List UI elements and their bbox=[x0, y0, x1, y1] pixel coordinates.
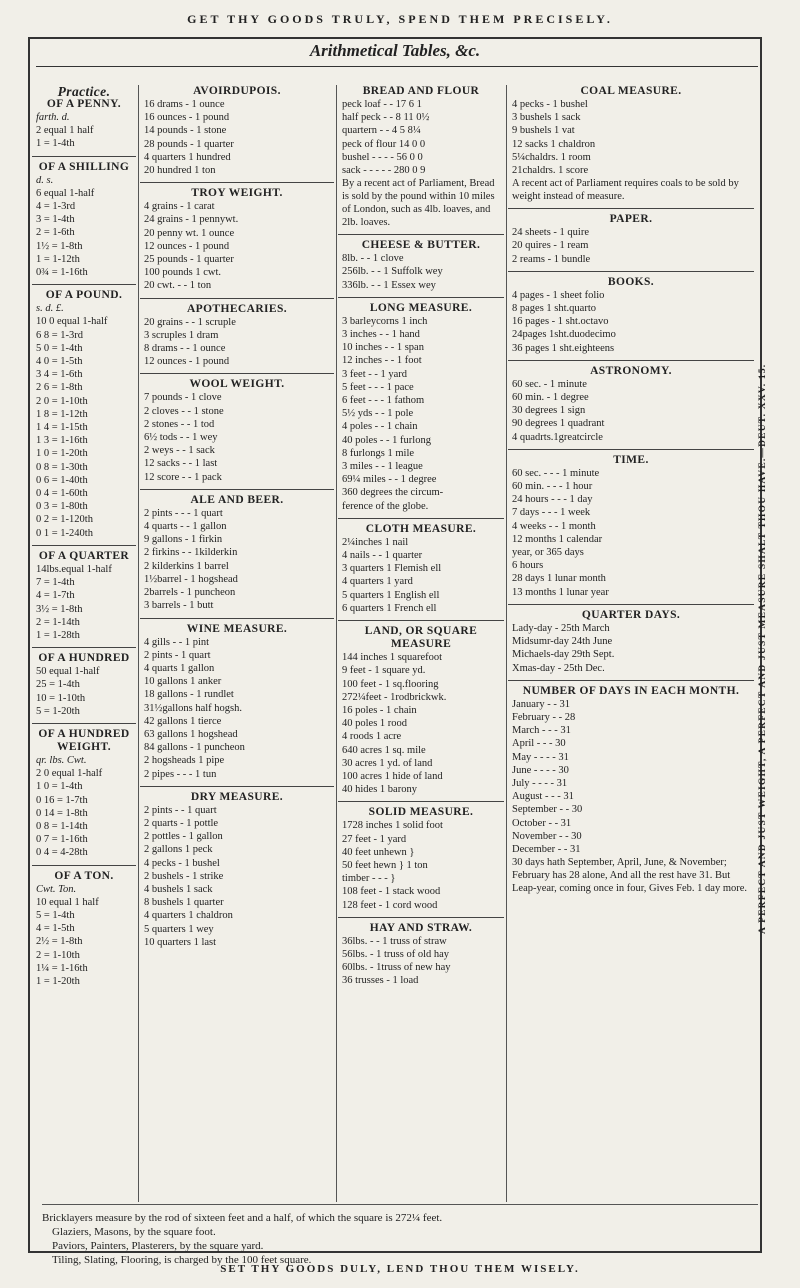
column-units: qr. lbs. Cwt. bbox=[36, 754, 87, 766]
table-row: 31½gallons half hogsh. bbox=[144, 702, 242, 714]
table-row: 60lbs. - 1truss of new hay bbox=[342, 962, 451, 974]
footnote-line: Tiling, Slating, Flooring, is charged by the 100 feet square. bbox=[52, 1254, 312, 1266]
table-row: 10 gallons 1 anker bbox=[144, 676, 222, 688]
table-row: 20 hundred 1 ton bbox=[144, 165, 216, 177]
table-row: 2¼inches 1 nail bbox=[342, 536, 409, 548]
table-row: 3 inches - - 1 hand bbox=[342, 329, 420, 341]
table-row: 2 0 = 1-10th bbox=[36, 395, 88, 407]
table-row: 13 months 1 lunar year bbox=[512, 586, 609, 598]
table-row: 4 quadrts.1greatcircle bbox=[512, 431, 603, 443]
table-row: 8lb. - - 1 clove bbox=[342, 253, 404, 265]
table-row: 4 quarters 1 hundred bbox=[144, 151, 231, 163]
section-heading: NUMBER OF DAYS IN EACH MONTH. bbox=[522, 684, 740, 697]
footnote-line: Bricklayers measure by the rod of sixteen feet and a half, of which the square is 272¼ feet. bbox=[42, 1212, 443, 1224]
table-row: 24 grains - 1 pennywt. bbox=[144, 214, 239, 226]
title-rule bbox=[36, 66, 758, 67]
table-row: 4 = 1-5th bbox=[36, 923, 75, 935]
section-heading: WINE MEASURE. bbox=[186, 622, 288, 635]
table-row: 2 bushels - 1 strike bbox=[144, 870, 224, 882]
table-row: 1½ = 1-8th bbox=[36, 240, 83, 252]
table-row: 40 feet unhewn } bbox=[342, 846, 415, 858]
table-row: 5 = 1-4th bbox=[36, 909, 75, 921]
table-row: 10 0 equal 1-half bbox=[36, 316, 108, 328]
table-row: Midsumr-day 24th June bbox=[512, 636, 613, 648]
section-divider bbox=[32, 284, 136, 285]
section-divider bbox=[140, 618, 334, 619]
table-row: 0 4 = 4-28th bbox=[36, 847, 88, 859]
table-row: 640 acres 1 sq. mile bbox=[342, 744, 426, 756]
section-heading: ALE AND BEER. bbox=[190, 493, 284, 506]
section-heading: LONG MEASURE. bbox=[369, 301, 473, 314]
table-row: 84 gallons - 1 puncheon bbox=[144, 742, 245, 754]
table-row: 30 degrees 1 sign bbox=[512, 405, 586, 417]
table-frame bbox=[28, 37, 768, 1266]
table-row: 40 hides 1 barony bbox=[342, 784, 417, 796]
section-divider bbox=[338, 917, 504, 918]
table-row: 2 6 = 1-8th bbox=[36, 382, 83, 394]
table-row: 2 weys - - 1 sack bbox=[144, 445, 215, 457]
table-row: peck of flour 14 0 0 bbox=[342, 138, 426, 150]
table-row: 256lb. - - 1 Suffolk wey bbox=[342, 266, 443, 278]
table-row: 4 = 1-3rd bbox=[36, 201, 76, 213]
table-row: 3 feet - - 1 yard bbox=[342, 368, 408, 380]
table-row: 28 days 1 lunar month bbox=[512, 573, 606, 585]
table-row: 60 sec. - 1 minute bbox=[512, 378, 587, 390]
section-divider bbox=[32, 723, 136, 724]
table-row: 2 stones - - 1 tod bbox=[144, 418, 215, 430]
table-row: 3 quarters 1 Flemish ell bbox=[342, 563, 442, 575]
table-row: November - - 30 bbox=[512, 830, 582, 842]
table-row: 3 barrels - 1 butt bbox=[144, 600, 214, 612]
table-row: Lady-day - 25th March bbox=[512, 622, 610, 634]
table-row: 1 = 1-20th bbox=[36, 975, 80, 987]
section-heading: OF A QUARTER bbox=[38, 549, 130, 562]
column-practice bbox=[32, 85, 136, 988]
table-row: 2 = 1-14th bbox=[36, 616, 80, 628]
table-row: 24 sheets - 1 quire bbox=[512, 227, 589, 239]
table-row: 8 drams - - 1 ounce bbox=[144, 343, 226, 355]
table-row: 16 ounces - 1 pound bbox=[144, 112, 230, 124]
table-row: 360 degrees the circum- bbox=[342, 487, 444, 499]
table-row: 40 poles - - 1 furlong bbox=[342, 434, 431, 446]
table-row: 12 months 1 calendar bbox=[512, 533, 603, 545]
table-row: 4 quarters 1 chaldron bbox=[144, 910, 233, 922]
table-row: 2 = 1-6th bbox=[36, 227, 75, 239]
section-divider bbox=[338, 297, 504, 298]
section-divider bbox=[140, 489, 334, 490]
column-units: d. s. bbox=[36, 174, 54, 186]
table-row: 0 7 = 1-16th bbox=[36, 834, 88, 846]
table-row: 5 = 1-20th bbox=[36, 705, 80, 717]
table-row: 0 14 = 1-8th bbox=[36, 807, 88, 819]
table-row: 3 scruples 1 dram bbox=[144, 329, 219, 341]
section-divider bbox=[32, 865, 136, 866]
section-heading: AVOIRDUPOIS. bbox=[193, 85, 281, 97]
table-row: 4 grains - 1 carat bbox=[144, 201, 215, 213]
table-row: January - - 31 bbox=[512, 698, 571, 710]
section-divider bbox=[508, 604, 754, 605]
table-row: 4 quarts 1 gallon bbox=[144, 662, 215, 674]
section-divider bbox=[338, 518, 504, 519]
section-heading: OF A TON. bbox=[54, 869, 114, 882]
table-row: 12 ounces - 1 pound bbox=[144, 356, 230, 368]
column-units: farth. d. bbox=[36, 112, 70, 123]
bottom-motto: SET THY GOODS DULY, LEND THOU THEM WISELY. bbox=[220, 1263, 580, 1275]
table-row: 3 barleycorns 1 inch bbox=[342, 315, 428, 327]
table-row: 30 acres 1 yd. of land bbox=[342, 757, 433, 769]
table-row: 1¼ = 1-16th bbox=[36, 962, 88, 974]
table-row: 25 pounds - 1 quarter bbox=[144, 254, 234, 266]
table-row: 4 pecks - 1 bushel bbox=[144, 857, 220, 869]
table-row: 16 drams - 1 ounce bbox=[144, 99, 225, 110]
section-divider bbox=[338, 234, 504, 235]
table-row: September - - 30 bbox=[512, 804, 583, 816]
table-row: 108 feet - 1 stack wood bbox=[342, 886, 441, 898]
table-row: 10 equal 1 half bbox=[36, 896, 99, 908]
table-row: 0 4 = 1-60th bbox=[36, 488, 88, 500]
table-row: 2 cloves - - 1 stone bbox=[144, 405, 224, 417]
column-divider bbox=[506, 85, 507, 1202]
section-heading: CHEESE & BUTTER. bbox=[361, 239, 481, 252]
section-divider bbox=[508, 360, 754, 361]
table-row: 2 pints - 1 quart bbox=[144, 649, 211, 661]
table-row: 128 feet - 1 cord wood bbox=[342, 899, 438, 911]
table-row: 14 pounds - 1 stone bbox=[144, 125, 227, 137]
table-row: 2½ = 1-8th bbox=[36, 936, 83, 948]
section-heading: BREAD AND FLOUR bbox=[362, 85, 480, 97]
table-row: 16 pages - 1 sht.octavo bbox=[512, 316, 609, 328]
note-paragraph: 30 days hath September, April, June, & November; February has 28 alone, And all the rest have 31. But Leap-year, coming once in four, Gives Feb. 1 day more. bbox=[512, 857, 748, 895]
section-divider bbox=[140, 298, 334, 299]
table-row: 4 poles - - 1 chain bbox=[342, 421, 418, 433]
table-row: 2 pints - - 1 quart bbox=[144, 804, 217, 816]
table-row: 24 hours - - - 1 day bbox=[512, 494, 593, 506]
table-row: 36 pages 1 sht.eighteens bbox=[512, 342, 615, 354]
section-heading: OF A HUNDRED WEIGHT. bbox=[38, 727, 130, 753]
section-heading: OF A PENNY. bbox=[46, 98, 122, 110]
table-row: 1½barrel - 1 hogshead bbox=[144, 573, 238, 585]
table-row: 24pages 1sht.duodecimo bbox=[512, 329, 616, 341]
section-divider bbox=[140, 182, 334, 183]
top-motto: GET THY GOODS TRULY, SPEND THEM PRECISELY. bbox=[187, 12, 613, 26]
table-row: 60 sec. - - - 1 minute bbox=[512, 467, 600, 479]
table-row: 8 furlongs 1 mile bbox=[342, 447, 415, 459]
table-row: 10 inches - - 1 span bbox=[342, 342, 424, 354]
table-row: 2 gallons 1 peck bbox=[144, 844, 213, 856]
table-row: 3½ = 1-8th bbox=[36, 603, 83, 615]
column-measures bbox=[338, 85, 504, 988]
table-row: 5 feet - - - 1 pace bbox=[342, 381, 414, 393]
table-row: 1728 inches 1 solid foot bbox=[342, 820, 443, 832]
table-row: 63 gallons 1 hogshead bbox=[144, 728, 238, 740]
table-row: 4 nails - - 1 quarter bbox=[342, 550, 423, 562]
table-row: 2 hogsheads 1 pipe bbox=[144, 755, 225, 767]
table-row: 5 quarters 1 wey bbox=[144, 923, 214, 935]
section-heading: WOOL WEIGHT. bbox=[189, 378, 285, 391]
table-row: 6 feet - - - 1 fathom bbox=[342, 395, 425, 407]
table-row: 50 equal 1-half bbox=[36, 666, 100, 678]
table-row: 4 roods 1 acre bbox=[342, 731, 402, 743]
table-row: quartern - - 4 5 8¼ bbox=[342, 125, 421, 137]
table-row: 7 = 1-4th bbox=[36, 577, 75, 589]
table-row: 0 8 = 1-30th bbox=[36, 461, 88, 473]
table-row: 4 = 1-7th bbox=[36, 590, 75, 602]
table-row: June - - - - 30 bbox=[512, 764, 569, 776]
table-row: 5½ yds - - 1 pole bbox=[342, 408, 414, 420]
table-row: 9 gallons - 1 firkin bbox=[144, 534, 223, 546]
section-divider bbox=[338, 801, 504, 802]
section-divider bbox=[140, 786, 334, 787]
table-row: 8 pages 1 sht.quarto bbox=[512, 303, 596, 315]
table-row: October - - 31 bbox=[512, 817, 572, 829]
section-divider bbox=[508, 208, 754, 209]
section-heading: TROY WEIGHT. bbox=[191, 187, 283, 200]
section-divider bbox=[338, 620, 504, 621]
footnote bbox=[42, 1204, 758, 1267]
table-row: 20 cwt. - - 1 ton bbox=[144, 280, 212, 292]
table-row: 6 equal 1-half bbox=[36, 187, 95, 199]
table-row: Michaels-day 29th Sept. bbox=[512, 649, 615, 661]
table-row: 10 quarters 1 last bbox=[144, 936, 217, 948]
table-row: 20 penny wt. 1 ounce bbox=[144, 227, 235, 239]
table-row: 18 gallons - 1 rundlet bbox=[144, 689, 234, 701]
table-row: 20 grains - - 1 scruple bbox=[144, 316, 236, 328]
table-row: 8 bushels 1 quarter bbox=[144, 897, 224, 909]
table-row: 42 gallons 1 tierce bbox=[144, 715, 222, 727]
section-heading: BOOKS. bbox=[607, 275, 655, 288]
table-row: 28 pounds - 1 quarter bbox=[144, 138, 234, 150]
table-row: ference of the globe. bbox=[342, 500, 429, 512]
table-row: timber - - - } bbox=[342, 873, 396, 885]
table-row: 2 pottles - 1 gallon bbox=[144, 831, 223, 843]
table-row: 3 = 1-4th bbox=[36, 214, 75, 226]
table-row: 12 inches - - 1 foot bbox=[342, 355, 422, 367]
column-divider bbox=[336, 85, 337, 1202]
table-row: 27 feet - 1 yard bbox=[342, 833, 407, 845]
table-row: year, or 365 days bbox=[512, 547, 584, 559]
table-row: 14lbs.equal 1-half bbox=[36, 563, 112, 575]
table-row: sack - - - - - 280 0 9 bbox=[342, 165, 426, 177]
section-heading: SOLID MEASURE. bbox=[368, 806, 474, 819]
table-row: 2 reams - 1 bundle bbox=[512, 253, 591, 265]
section-heading: LAND, OR SQUARE MEASURE bbox=[364, 625, 478, 651]
table-row: 272¼feet - 1rodbrickwk. bbox=[342, 691, 447, 703]
table-row: 1 0 = 1-4th bbox=[36, 781, 83, 793]
section-divider bbox=[140, 373, 334, 374]
footnote-line: Paviors, Painters, Plasterers, by the square yard. bbox=[52, 1240, 264, 1252]
table-row: May - - - - 31 bbox=[512, 751, 569, 763]
section-divider bbox=[508, 271, 754, 272]
table-row: 2 firkins - - 1kilderkin bbox=[144, 547, 238, 559]
section-heading: OF A HUNDRED bbox=[38, 652, 130, 665]
table-row: 5 quarters 1 English ell bbox=[342, 589, 440, 601]
section-divider bbox=[32, 647, 136, 648]
table-row: 4 pecks - 1 bushel bbox=[512, 99, 588, 110]
table-row: 1 8 = 1-12th bbox=[36, 408, 88, 420]
table-row: 2 kilderkins 1 barrel bbox=[144, 560, 229, 572]
table-row: 36lbs. - - 1 truss of straw bbox=[342, 935, 447, 947]
table-row: 9 bushels 1 vat bbox=[512, 125, 575, 137]
section-heading: DRY MEASURE. bbox=[190, 790, 284, 803]
section-divider bbox=[32, 156, 136, 157]
table-row: 25 = 1-4th bbox=[36, 679, 80, 691]
section-divider bbox=[508, 449, 754, 450]
section-heading: OF A POUND. bbox=[45, 289, 123, 302]
table-row: 144 inches 1 squarefoot bbox=[342, 652, 443, 664]
table-row: 36 trusses - 1 load bbox=[342, 975, 419, 987]
table-row: 1 = 1-12th bbox=[36, 253, 80, 265]
table-row: March - - - 31 bbox=[512, 725, 571, 737]
section-heading: OF A SHILLING bbox=[38, 160, 130, 173]
footnote-line: Glaziers, Masons, by the square foot. bbox=[52, 1226, 216, 1238]
table-row: 50 feet hewn } 1 ton bbox=[342, 859, 428, 871]
table-row: 60 min. - - - 1 hour bbox=[512, 481, 593, 493]
note-paragraph: By a recent act of Parliament, Bread is sold by the pound within 10 miles of London, such as 4lb. loaves, and 2lb. loaves. bbox=[342, 178, 495, 229]
table-row: Xmas-day - 25th Dec. bbox=[512, 662, 605, 674]
table-row: 12 ounces - 1 pound bbox=[144, 240, 230, 252]
table-row: February - - 28 bbox=[512, 711, 576, 723]
table-row: 7 days - - - 1 week bbox=[512, 507, 591, 519]
table-row: 56lbs. - 1 truss of old hay bbox=[342, 948, 450, 960]
table-row: 12 score - - 1 pack bbox=[144, 471, 222, 483]
table-row: 2 = 1-10th bbox=[36, 949, 80, 961]
table-row: 0 3 = 1-80th bbox=[36, 501, 88, 513]
table-row: 3 4 = 1-6th bbox=[36, 369, 83, 381]
table-row: 69¼ miles - - 1 degree bbox=[342, 474, 437, 486]
table-row: July - - - - 31 bbox=[512, 777, 568, 789]
table-row: December - - 31 bbox=[512, 843, 581, 855]
table-row: half peck - - 8 11 0½ bbox=[342, 112, 430, 124]
section-heading: HAY AND STRAW. bbox=[369, 921, 473, 934]
table-row: August - - - 31 bbox=[512, 791, 574, 803]
section-divider bbox=[508, 680, 754, 681]
table-row: 2 0 equal 1-half bbox=[36, 768, 103, 780]
table-row: 10 = 1-10th bbox=[36, 692, 86, 704]
table-row: 40 poles 1 rood bbox=[342, 718, 408, 730]
table-row: 5 0 = 1-4th bbox=[36, 342, 83, 354]
table-row: 90 degrees 1 quadrant bbox=[512, 418, 605, 430]
table-row: 1 3 = 1-16th bbox=[36, 435, 88, 447]
table-row: 100 acres 1 hide of land bbox=[342, 770, 443, 782]
table-row: 3 miles - - 1 league bbox=[342, 461, 423, 473]
table-row: 4 quarts - - 1 gallon bbox=[144, 521, 227, 533]
section-heading: PAPER. bbox=[609, 213, 653, 226]
table-row: 100 feet - 1 sq.flooring bbox=[342, 678, 439, 690]
table-row: 0 1 = 1-240th bbox=[36, 527, 93, 539]
table-row: 1 0 = 1-20th bbox=[36, 448, 88, 460]
table-row: 336lb. - - 1 Essex wey bbox=[342, 279, 436, 291]
table-row: 2 pipes - - - 1 tun bbox=[144, 768, 217, 780]
table-row: 0 2 = 1-120th bbox=[36, 514, 93, 526]
table-row: 4 0 = 1-5th bbox=[36, 356, 83, 368]
table-row: 4 quarters 1 yard bbox=[342, 576, 413, 588]
table-row: 0¾ = 1-16th bbox=[36, 267, 88, 279]
section-heading: APOTHECARIES. bbox=[186, 302, 288, 315]
table-row: 21chaldrs. 1 score bbox=[512, 165, 589, 177]
column-divider bbox=[138, 85, 139, 1202]
table-row: 2 equal 1 half bbox=[36, 125, 94, 137]
table-row: 4 gills - - 1 pint bbox=[144, 636, 210, 648]
table-row: 60 min. - 1 degree bbox=[512, 392, 589, 404]
section-heading: ASTRONOMY. bbox=[590, 364, 672, 377]
section-heading: Practice. bbox=[57, 84, 111, 99]
section-heading: CLOTH MEASURE. bbox=[365, 522, 477, 535]
section-heading: TIME. bbox=[613, 453, 649, 466]
note-paragraph: A recent act of Parliament requires coals to be sold by weight instead of measure. bbox=[512, 178, 739, 203]
table-row: 2 pints - - - 1 quart bbox=[144, 507, 223, 519]
table-row: April - - - 30 bbox=[512, 738, 566, 750]
section-heading: COAL MEASURE. bbox=[580, 85, 682, 97]
table-row: 0 16 = 1-7th bbox=[36, 794, 88, 806]
table-row: 3 bushels 1 sack bbox=[512, 112, 581, 124]
column-weights bbox=[140, 85, 334, 949]
table-row: 0 6 = 1-40th bbox=[36, 474, 88, 486]
table-row: bushel - - - - 56 0 0 bbox=[342, 151, 423, 163]
table-row: 1 4 = 1-15th bbox=[36, 422, 88, 434]
column-units: s. d. £. bbox=[36, 303, 64, 315]
table-row: 6½ tods - - 1 wey bbox=[144, 432, 218, 444]
table-row: 12 sacks - - 1 last bbox=[144, 458, 218, 470]
column-time bbox=[508, 85, 754, 895]
side-scripture: A PERFECT AND JUST WEIGHT, A PERFECT AND JUST MEASURE SHALT THOU HAVE.—DEUT. XXV. 15. bbox=[758, 363, 768, 935]
table-row: 20 quires - 1 ream bbox=[512, 240, 589, 252]
table-row: 1 = 1-28th bbox=[36, 629, 80, 641]
table-row: peck loaf - - 17 6 1 bbox=[342, 99, 422, 110]
page-title: Arithmetical Tables, &c. bbox=[309, 41, 481, 60]
table-row: 100 pounds 1 cwt. bbox=[144, 267, 221, 279]
table-row: 4 bushels 1 sack bbox=[144, 883, 213, 895]
table-row: 6 quarters 1 French ell bbox=[342, 602, 437, 614]
section-divider bbox=[32, 545, 136, 546]
table-row: 2barrels - 1 puncheon bbox=[144, 587, 236, 599]
section-heading: QUARTER DAYS. bbox=[581, 608, 681, 621]
table-row: 1 = 1-4th bbox=[36, 138, 75, 150]
table-row: 7 pounds - 1 clove bbox=[144, 392, 222, 404]
table-row: 0 8 = 1-14th bbox=[36, 820, 88, 832]
table-row: 6 hours bbox=[512, 560, 544, 572]
table-row: 4 pages - 1 sheet folio bbox=[512, 289, 605, 301]
table-row: 4 weeks - - 1 month bbox=[512, 520, 596, 532]
column-units: Cwt. Ton. bbox=[36, 883, 77, 895]
table-row: 2 quarts - 1 pottle bbox=[144, 817, 219, 829]
table-row: 6 8 = 1-3rd bbox=[36, 329, 84, 341]
table-row: 5¼chaldrs. 1 room bbox=[512, 151, 591, 163]
table-row: 9 feet - 1 square yd. bbox=[342, 665, 426, 677]
table-row: 16 poles - 1 chain bbox=[342, 704, 417, 716]
table-row: 12 sacks 1 chaldron bbox=[512, 138, 596, 150]
